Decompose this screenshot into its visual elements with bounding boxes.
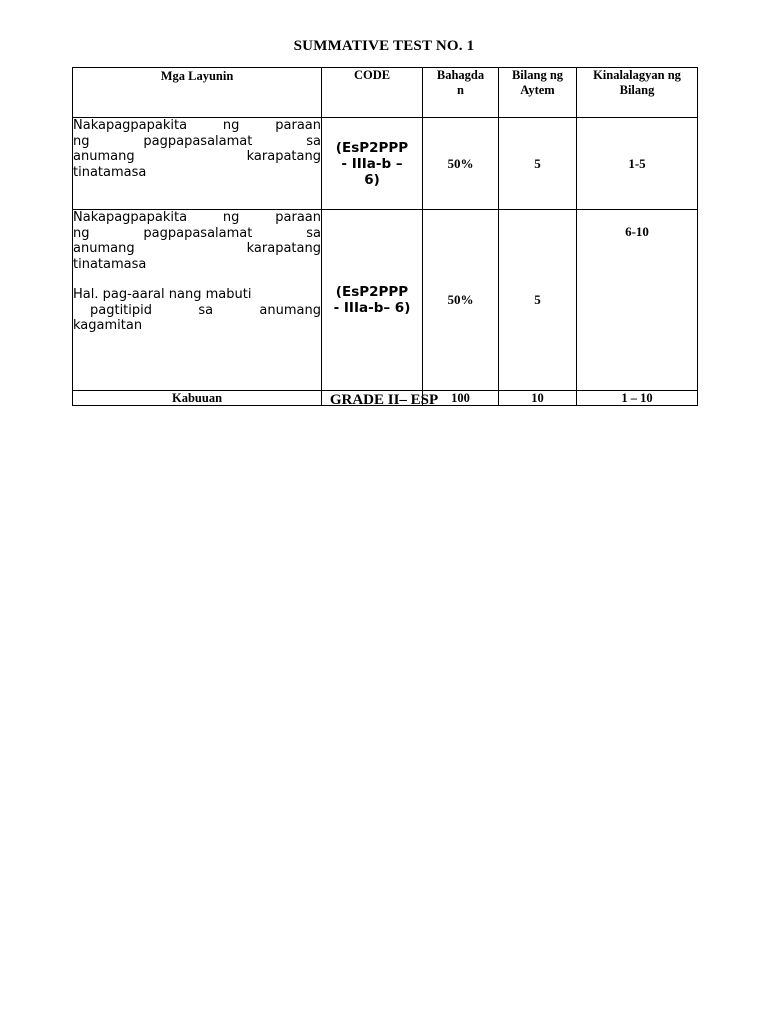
example-line: pagtitipid sa anumang — [90, 302, 321, 318]
document-title: SUMMATIVE TEST NO. 1 — [293, 38, 475, 54]
header-kinalalagyan-ng-bilang — [577, 68, 698, 118]
grade-subtitle: GRADE II– ESP — [329, 392, 439, 408]
bilang-cell: 5 — [499, 210, 577, 391]
table-row — [73, 210, 698, 391]
objective-cell — [73, 118, 322, 210]
total-bilang: 10 — [499, 391, 577, 406]
objective-cell — [73, 210, 322, 391]
bahagdan-cell: 50% — [423, 118, 499, 210]
header-bahagdan-line1: Bahagda — [436, 68, 485, 82]
objective-line: anumang karapatang — [73, 241, 321, 256]
objective-line: anumang karapatang — [73, 149, 321, 164]
header-bilang-ng-aytem — [499, 68, 577, 118]
header-bilang-line1: Bilang ng — [511, 68, 564, 82]
code-cell — [322, 118, 423, 210]
code-line: (EsP2PPP — [335, 139, 409, 156]
code-line: 6) — [364, 171, 380, 188]
total-label: Kabuuan — [73, 391, 322, 406]
bilang-cell: 5 — [499, 118, 577, 210]
code-line: - IIIa-b – — [341, 155, 403, 172]
objective-line: tinatamasa — [73, 256, 147, 272]
code-line: (EsP2PPP — [335, 284, 409, 300]
total-bahagdan: 100 — [423, 391, 499, 406]
kinalalagyan-cell: 1-5 — [577, 118, 698, 210]
kinalalagyan-cell: 6-10 — [577, 210, 698, 391]
objective-line: Nakapagpapakita ng paraan — [73, 118, 321, 133]
bahagdan-cell: 50% — [423, 210, 499, 391]
header-kinalalagyan-line1: Kinalalagyan ng — [593, 68, 681, 82]
table-of-specifications — [72, 67, 698, 406]
header-bahagdan — [423, 68, 499, 118]
objective-line: tinatamasa — [73, 164, 147, 180]
example-line: Hal. pag-aaral nang mabuti — [73, 287, 252, 302]
header-bilang-line2: Aytem — [520, 83, 555, 97]
header-bahagdan-line2: n — [457, 83, 464, 97]
header-kinalalagyan-line2: Bilang — [619, 83, 655, 97]
table-row — [73, 118, 698, 210]
header-mga-layunin: Mga Layunin — [73, 68, 322, 118]
objective-line: ng pagpapasalamat sa — [73, 225, 321, 241]
code-line: - IIIa-b– 6) — [333, 300, 411, 316]
header-row — [73, 68, 698, 118]
total-kinalalagyan: 1 – 10 — [577, 391, 698, 406]
example-line: kagamitan — [73, 318, 143, 333]
spacer — [73, 272, 321, 287]
header-code: CODE — [322, 68, 423, 118]
objective-line: ng pagpapasalamat sa — [73, 133, 321, 149]
code-cell — [322, 210, 423, 391]
objective-line: Nakapagpapakita ng paraan — [73, 210, 321, 225]
